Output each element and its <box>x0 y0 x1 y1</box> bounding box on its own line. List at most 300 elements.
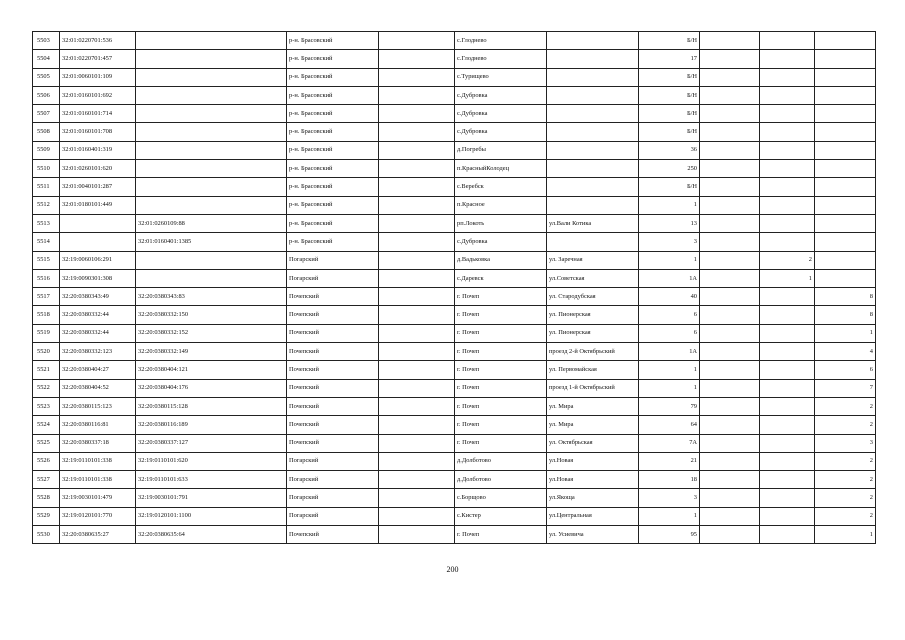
table-cell <box>379 50 455 68</box>
table-cell: ул. Октябрьская <box>547 434 639 452</box>
table-cell: 32:19:0090301:308 <box>60 269 136 287</box>
table-row <box>33 105 876 123</box>
table-cell <box>136 160 287 178</box>
table-cell <box>547 141 639 159</box>
table-cell <box>379 489 455 507</box>
table-cell <box>547 233 639 251</box>
table-cell <box>760 105 815 123</box>
table-cell <box>760 306 815 324</box>
table-cell: р-н. Брасовский <box>287 105 379 123</box>
table-cell: Б/Н <box>639 32 700 50</box>
table-cell <box>379 251 455 269</box>
table-cell <box>760 489 815 507</box>
table-cell: 40 <box>639 288 700 306</box>
table-cell: 32:01:0160401:319 <box>60 141 136 159</box>
table-cell <box>700 361 760 379</box>
table-cell <box>815 123 876 141</box>
table-cell <box>760 397 815 415</box>
table-cell <box>760 434 815 452</box>
table-cell: 1 <box>639 379 700 397</box>
table-row <box>33 489 876 507</box>
table-cell <box>760 86 815 104</box>
table-cell: 3 <box>815 434 876 452</box>
table-cell: 5518 <box>33 306 60 324</box>
table-cell: 5521 <box>33 361 60 379</box>
table-row <box>33 269 876 287</box>
table-cell <box>700 288 760 306</box>
table-cell: 7 <box>815 379 876 397</box>
table-cell: 5517 <box>33 288 60 306</box>
table-cell <box>760 343 815 361</box>
table-cell: д.Долботово <box>455 452 547 470</box>
table-cell: 32:01:0160101:692 <box>60 86 136 104</box>
table-cell: 5507 <box>33 105 60 123</box>
table-cell: 1А <box>639 269 700 287</box>
table-cell: 1 <box>639 361 700 379</box>
table-cell <box>700 452 760 470</box>
table-cell: 2 <box>815 471 876 489</box>
table-cell <box>136 196 287 214</box>
table-cell <box>136 269 287 287</box>
table-cell: ул. Мира <box>547 397 639 415</box>
table-cell <box>760 160 815 178</box>
table-cell: 5510 <box>33 160 60 178</box>
table-cell: Почепский <box>287 526 379 544</box>
table-cell <box>379 526 455 544</box>
table-cell: с.Глоднево <box>455 50 547 68</box>
table-cell: 5512 <box>33 196 60 214</box>
table-cell: Погарский <box>287 489 379 507</box>
table-cell <box>760 196 815 214</box>
table-cell: 32:01:0040101:287 <box>60 178 136 196</box>
table-cell: рп.Локоть <box>455 214 547 232</box>
table-cell <box>815 68 876 86</box>
table-cell: 32:20:0380332:150 <box>136 306 287 324</box>
table-cell: 36 <box>639 141 700 159</box>
table-cell <box>379 434 455 452</box>
table-cell <box>760 361 815 379</box>
table-cell: ул. Пионерская <box>547 306 639 324</box>
table-cell: Б/Н <box>639 123 700 141</box>
table-cell: 5525 <box>33 434 60 452</box>
table-cell: 5509 <box>33 141 60 159</box>
table-cell: р-н. Брасовский <box>287 196 379 214</box>
table-cell: 2 <box>815 489 876 507</box>
table-cell: 2 <box>815 416 876 434</box>
table-cell: г. Почеп <box>455 416 547 434</box>
table-cell: 64 <box>639 416 700 434</box>
table-cell <box>760 324 815 342</box>
table-cell: 13 <box>639 214 700 232</box>
table-cell: 32:20:0380337:127 <box>136 434 287 452</box>
table-cell: 5503 <box>33 32 60 50</box>
table-row <box>33 397 876 415</box>
table-cell: 3 <box>639 489 700 507</box>
table-cell: 5514 <box>33 233 60 251</box>
table-cell <box>60 214 136 232</box>
table-cell: р-н. Брасовский <box>287 141 379 159</box>
table-cell: ул.Советская <box>547 269 639 287</box>
table-cell <box>547 32 639 50</box>
table-cell <box>815 196 876 214</box>
table-cell: 5515 <box>33 251 60 269</box>
table-cell: Почепский <box>287 434 379 452</box>
table-cell: Погарский <box>287 269 379 287</box>
table-cell <box>760 68 815 86</box>
table-row <box>33 32 876 50</box>
table-cell <box>700 233 760 251</box>
table-cell: г. Почеп <box>455 306 547 324</box>
table-cell: р-н. Брасовский <box>287 50 379 68</box>
table-cell: 6 <box>639 324 700 342</box>
table-row <box>33 452 876 470</box>
table-cell: р-н. Брасовский <box>287 123 379 141</box>
table-cell: 5529 <box>33 507 60 525</box>
table-cell <box>815 178 876 196</box>
table-cell <box>136 105 287 123</box>
table-cell: 5530 <box>33 526 60 544</box>
table-cell: 1 <box>639 196 700 214</box>
table-cell <box>379 306 455 324</box>
table-cell <box>700 416 760 434</box>
table-cell: п.Красное <box>455 196 547 214</box>
table-cell: 5524 <box>33 416 60 434</box>
table-cell <box>136 86 287 104</box>
table-cell: 32:20:0380115:123 <box>60 397 136 415</box>
table-cell: 32:20:0380337:18 <box>60 434 136 452</box>
table-cell: Почепский <box>287 361 379 379</box>
table-cell <box>760 178 815 196</box>
table-cell: 32:20:0380635:27 <box>60 526 136 544</box>
table-cell <box>700 214 760 232</box>
table-cell <box>379 343 455 361</box>
table-cell: 18 <box>639 471 700 489</box>
table-cell <box>760 507 815 525</box>
table-cell <box>136 251 287 269</box>
table-cell <box>379 196 455 214</box>
table-body <box>33 32 876 544</box>
table-cell: 32:20:0380332:152 <box>136 324 287 342</box>
table-cell: ул. Пионерская <box>547 324 639 342</box>
table-cell: 5522 <box>33 379 60 397</box>
table-cell <box>136 32 287 50</box>
table-cell <box>60 233 136 251</box>
table-cell: 95 <box>639 526 700 544</box>
table-cell: 32:20:0380332:44 <box>60 324 136 342</box>
table-cell: 32:01:0260109:88 <box>136 214 287 232</box>
table-row <box>33 526 876 544</box>
table-cell: 32:19:0110101:620 <box>136 452 287 470</box>
table-cell: 2 <box>815 452 876 470</box>
table-cell: 8 <box>815 306 876 324</box>
table-cell: 5508 <box>33 123 60 141</box>
table-cell <box>700 489 760 507</box>
table-cell: Почепский <box>287 379 379 397</box>
table-cell: 79 <box>639 397 700 415</box>
table-cell <box>379 86 455 104</box>
table-cell: с.Дубровка <box>455 123 547 141</box>
table-cell: г. Почеп <box>455 526 547 544</box>
table-cell: 5504 <box>33 50 60 68</box>
table-cell: 6 <box>815 361 876 379</box>
table-cell: с.Дубровка <box>455 105 547 123</box>
table-cell: Почепский <box>287 397 379 415</box>
table-cell: 32:20:0380404:176 <box>136 379 287 397</box>
table-cell: ул.Центральная <box>547 507 639 525</box>
table-cell <box>136 123 287 141</box>
table-cell <box>379 416 455 434</box>
table-row <box>33 343 876 361</box>
table-cell: 3 <box>639 233 700 251</box>
table-cell: 17 <box>639 50 700 68</box>
table-cell: г. Почеп <box>455 434 547 452</box>
table-row <box>33 324 876 342</box>
table-row <box>33 361 876 379</box>
table-cell <box>760 214 815 232</box>
table-cell: 5519 <box>33 324 60 342</box>
table-cell <box>136 178 287 196</box>
table-cell: 4 <box>815 343 876 361</box>
table-cell: ул.Новая <box>547 452 639 470</box>
table-cell: проезд 1-й Октябрьский <box>547 379 639 397</box>
table-cell: 2 <box>815 397 876 415</box>
table-cell <box>815 86 876 104</box>
table-cell <box>547 178 639 196</box>
table-cell: ул. Первомайская <box>547 361 639 379</box>
table-cell: 32:20:0380115:128 <box>136 397 287 415</box>
table-cell: 32:01:0220701:536 <box>60 32 136 50</box>
table-cell: Почепский <box>287 306 379 324</box>
table-cell: 32:19:0110101:338 <box>60 452 136 470</box>
table-cell <box>760 416 815 434</box>
table-cell <box>700 306 760 324</box>
table-cell: д.Вадьковка <box>455 251 547 269</box>
table-cell <box>379 324 455 342</box>
table-cell <box>815 251 876 269</box>
table-cell: 32:19:0110101:338 <box>60 471 136 489</box>
table-cell: проезд 2-й Октябрьский <box>547 343 639 361</box>
table-cell: 1 <box>815 324 876 342</box>
table-cell: 5506 <box>33 86 60 104</box>
table-cell: с.Даревск <box>455 269 547 287</box>
table-cell <box>379 288 455 306</box>
table-cell <box>700 32 760 50</box>
table-cell <box>547 196 639 214</box>
table-row <box>33 196 876 214</box>
table-cell: 5523 <box>33 397 60 415</box>
table-cell: 32:20:0380332:149 <box>136 343 287 361</box>
table-cell: 32:19:0030101:479 <box>60 489 136 507</box>
table-cell <box>547 86 639 104</box>
table-cell: г. Почеп <box>455 379 547 397</box>
table-cell: 32:19:0120101:1100 <box>136 507 287 525</box>
table-cell: 32:19:0120101:770 <box>60 507 136 525</box>
table-cell <box>379 160 455 178</box>
table-cell: р-н. Брасовский <box>287 32 379 50</box>
table-cell <box>760 379 815 397</box>
table-cell <box>379 233 455 251</box>
table-cell <box>700 251 760 269</box>
table-cell: Почепский <box>287 416 379 434</box>
table-cell: 32:20:0380404:52 <box>60 379 136 397</box>
table-cell: 32:20:0380343:49 <box>60 288 136 306</box>
table-cell: 5505 <box>33 68 60 86</box>
table-cell: г. Почеп <box>455 324 547 342</box>
table-cell <box>547 105 639 123</box>
table-cell <box>700 141 760 159</box>
table-cell <box>379 379 455 397</box>
table-cell: с.Дубровка <box>455 86 547 104</box>
table-row <box>33 416 876 434</box>
table-row <box>33 141 876 159</box>
table-cell <box>379 452 455 470</box>
table-cell <box>700 397 760 415</box>
table-cell: 32:20:0380116:81 <box>60 416 136 434</box>
table-cell <box>700 526 760 544</box>
table-cell: г. Почеп <box>455 361 547 379</box>
table-cell: Почепский <box>287 288 379 306</box>
table-row <box>33 233 876 251</box>
table-cell: ул.Якоща <box>547 489 639 507</box>
table-cell: ул. Усиевича <box>547 526 639 544</box>
registry-table <box>32 31 876 544</box>
table-cell: Почепский <box>287 343 379 361</box>
table-cell: 32:01:0160101:708 <box>60 123 136 141</box>
table-cell <box>700 379 760 397</box>
table-cell: ул. Мира <box>547 416 639 434</box>
table-cell: 5520 <box>33 343 60 361</box>
table-cell: р-н. Брасовский <box>287 233 379 251</box>
table-cell <box>700 434 760 452</box>
table-cell: 32:01:0060101:109 <box>60 68 136 86</box>
table-cell <box>815 269 876 287</box>
table-cell: 32:01:0260101:620 <box>60 160 136 178</box>
table-row <box>33 178 876 196</box>
table-cell <box>379 123 455 141</box>
table-cell: 2 <box>815 507 876 525</box>
table-cell: р-н. Брасовский <box>287 214 379 232</box>
table-cell: 32:20:0380404:27 <box>60 361 136 379</box>
table-row <box>33 379 876 397</box>
table-cell <box>136 141 287 159</box>
table-cell: р-н. Брасовский <box>287 86 379 104</box>
table-cell: Погарский <box>287 452 379 470</box>
table-cell: 1 <box>639 507 700 525</box>
table-cell: 1А <box>639 343 700 361</box>
table-cell <box>379 141 455 159</box>
table-cell <box>547 68 639 86</box>
table-cell: д.Погребы <box>455 141 547 159</box>
table-row <box>33 160 876 178</box>
table-cell: р-н. Брасовский <box>287 68 379 86</box>
table-cell: д.Долботово <box>455 471 547 489</box>
table-cell <box>815 50 876 68</box>
table-row <box>33 214 876 232</box>
table-cell: с.Дубровка <box>455 233 547 251</box>
table-cell <box>815 105 876 123</box>
table-cell: Б/Н <box>639 86 700 104</box>
table-cell: 8 <box>815 288 876 306</box>
table-cell <box>700 86 760 104</box>
table-cell <box>760 471 815 489</box>
table-cell: 32:01:0160401:1385 <box>136 233 287 251</box>
table-cell: Погарский <box>287 507 379 525</box>
table-cell <box>760 123 815 141</box>
table-cell <box>700 471 760 489</box>
table-cell: 32:19:0060106:291 <box>60 251 136 269</box>
table-cell: 7А <box>639 434 700 452</box>
table-cell: с.Веребск <box>455 178 547 196</box>
table-cell <box>379 397 455 415</box>
table-cell: п.КрасныйКолодец <box>455 160 547 178</box>
page-number: 200 <box>446 565 459 574</box>
table-cell: Б/Н <box>639 105 700 123</box>
table-cell: 32:19:0110101:633 <box>136 471 287 489</box>
table-cell: 1 <box>639 251 700 269</box>
table-cell: 5511 <box>33 178 60 196</box>
table-cell: 32:20:0380332:123 <box>60 343 136 361</box>
table-cell: Б/Н <box>639 178 700 196</box>
table-cell <box>700 269 760 287</box>
table-cell: 32:20:0380116:189 <box>136 416 287 434</box>
table-row <box>33 306 876 324</box>
table-cell <box>700 105 760 123</box>
table-cell: 32:20:0380404:121 <box>136 361 287 379</box>
table-cell <box>379 361 455 379</box>
table-cell <box>700 50 760 68</box>
table-cell: 32:19:0030101:791 <box>136 489 287 507</box>
table-row <box>33 86 876 104</box>
table-cell <box>815 233 876 251</box>
table-cell: 5516 <box>33 269 60 287</box>
table-cell <box>379 68 455 86</box>
table-cell: г. Почеп <box>455 288 547 306</box>
table-cell: 32:20:0380635:64 <box>136 526 287 544</box>
table-cell <box>700 507 760 525</box>
table-cell <box>760 452 815 470</box>
table-row <box>33 507 876 525</box>
table-cell <box>379 105 455 123</box>
table-row <box>33 434 876 452</box>
table-cell: 5526 <box>33 452 60 470</box>
table-cell: с.Кистер <box>455 507 547 525</box>
table-cell <box>815 160 876 178</box>
table-cell: 5527 <box>33 471 60 489</box>
table-cell: Б/Н <box>639 68 700 86</box>
table-cell: 32:01:0180101:449 <box>60 196 136 214</box>
table-cell <box>547 123 639 141</box>
table-cell: р-н. Брасовский <box>287 178 379 196</box>
table-cell: Погарский <box>287 251 379 269</box>
table-cell: 1 <box>815 526 876 544</box>
table-cell <box>136 50 287 68</box>
table-cell: 32:20:0380332:44 <box>60 306 136 324</box>
table-row <box>33 68 876 86</box>
table-cell <box>815 214 876 232</box>
table-cell: 1 <box>760 269 815 287</box>
table-cell: Погарский <box>287 471 379 489</box>
table-cell <box>760 32 815 50</box>
table-row <box>33 251 876 269</box>
table-row <box>33 288 876 306</box>
table-cell: 32:20:0380343:83 <box>136 288 287 306</box>
table-cell <box>136 68 287 86</box>
table-cell <box>760 50 815 68</box>
table-cell: ул. Стародубская <box>547 288 639 306</box>
table-cell <box>379 269 455 287</box>
table-cell: 5513 <box>33 214 60 232</box>
table-cell <box>700 343 760 361</box>
